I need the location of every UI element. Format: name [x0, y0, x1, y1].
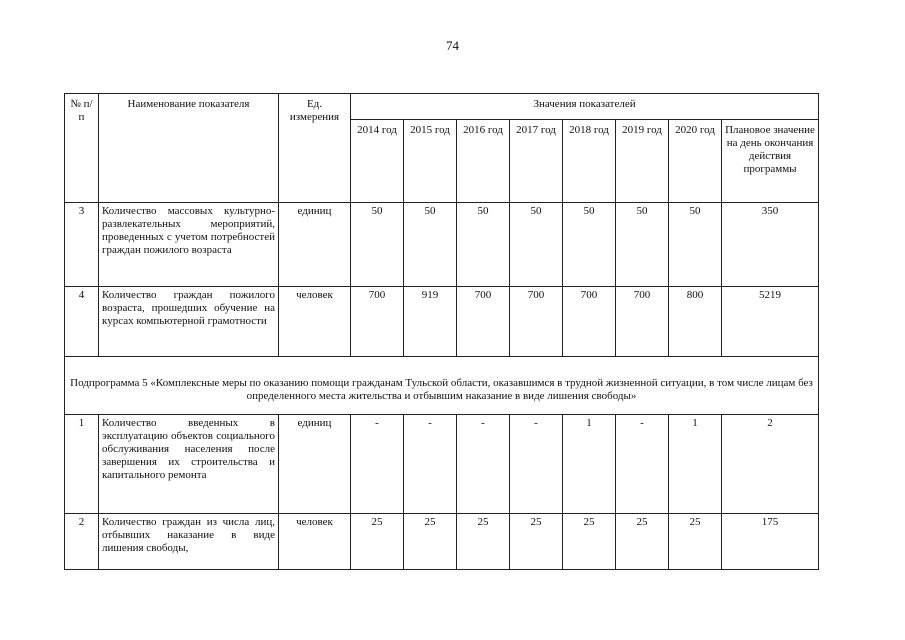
- row-unit: человек: [279, 287, 351, 357]
- indicators-table: [64, 93, 819, 570]
- header-name: Наименование показателя: [99, 94, 279, 203]
- row-value: 50: [616, 203, 669, 287]
- row-num: 1: [65, 415, 99, 514]
- row-num: 2: [65, 514, 99, 570]
- header-year: 2017 год: [510, 120, 563, 203]
- row-value: 50: [351, 203, 404, 287]
- row-name: Количество граждан из числа лиц, отбывших наказание в виде лишения свободы,: [99, 514, 279, 570]
- table-row: [65, 287, 819, 357]
- row-value: 25: [616, 514, 669, 570]
- row-value: 1: [563, 415, 616, 514]
- row-value: -: [510, 415, 563, 514]
- row-value: 25: [404, 514, 457, 570]
- row-value: 25: [510, 514, 563, 570]
- row-name: Количество массовых культурно-развлекательных мероприятий, проведенных с учетом потребностей граждан пожилого возраста: [99, 203, 279, 287]
- row-value: 50: [563, 203, 616, 287]
- row-value: 700: [563, 287, 616, 357]
- table-row: [65, 514, 819, 570]
- header-num: № п/п: [65, 94, 99, 203]
- header-values-group: Значения показателей: [351, 94, 819, 120]
- row-value: 700: [457, 287, 510, 357]
- subprogram-title: Подпрограмма 5 «Комплексные меры по оказанию помощи гражданам Тульской области, оказавшимся в трудной жизненной ситуации, в том числе лицам без определенного места жительства и отбывшим наказание в виде лишения свободы»: [65, 357, 819, 415]
- header-row: [65, 94, 819, 120]
- header-year: 2016 год: [457, 120, 510, 203]
- row-unit: единиц: [279, 203, 351, 287]
- row-value: -: [616, 415, 669, 514]
- row-value: 25: [563, 514, 616, 570]
- row-unit: единиц: [279, 415, 351, 514]
- header-year: 2020 год: [669, 120, 722, 203]
- header-year: 2014 год: [351, 120, 404, 203]
- subprogram-row: [65, 357, 819, 415]
- page-number: 74: [446, 38, 459, 53]
- row-plan: 2: [722, 415, 819, 514]
- header-year: 2015 год: [404, 120, 457, 203]
- header-year: 2019 год: [616, 120, 669, 203]
- row-value: -: [457, 415, 510, 514]
- row-name: Количество граждан пожилого возраста, прошедших обучение на курсах компьютерной грамотности: [99, 287, 279, 357]
- row-value: 700: [616, 287, 669, 357]
- row-num: 3: [65, 203, 99, 287]
- row-name: Количество введенных в эксплуатацию объектов социального обслуживания населения после завершения их строительства и капитального ремонта: [99, 415, 279, 514]
- row-value: 25: [669, 514, 722, 570]
- row-value: 700: [351, 287, 404, 357]
- header-unit: Ед. измерения: [279, 94, 351, 203]
- row-value: 50: [457, 203, 510, 287]
- header-year: 2018 год: [563, 120, 616, 203]
- row-num: 4: [65, 287, 99, 357]
- row-plan: 350: [722, 203, 819, 287]
- row-value: 1: [669, 415, 722, 514]
- row-value: 700: [510, 287, 563, 357]
- row-value: 919: [404, 287, 457, 357]
- header-plan: Плановое значение на день окончания действия программы: [722, 120, 819, 203]
- row-unit: человек: [279, 514, 351, 570]
- table-row: [65, 415, 819, 514]
- table-row: [65, 203, 819, 287]
- row-value: 800: [669, 287, 722, 357]
- row-value: 25: [351, 514, 404, 570]
- row-value: 50: [404, 203, 457, 287]
- row-value: 25: [457, 514, 510, 570]
- row-plan: 5219: [722, 287, 819, 357]
- row-value: -: [404, 415, 457, 514]
- row-plan: 175: [722, 514, 819, 570]
- row-value: -: [351, 415, 404, 514]
- row-value: 50: [510, 203, 563, 287]
- row-value: 50: [669, 203, 722, 287]
